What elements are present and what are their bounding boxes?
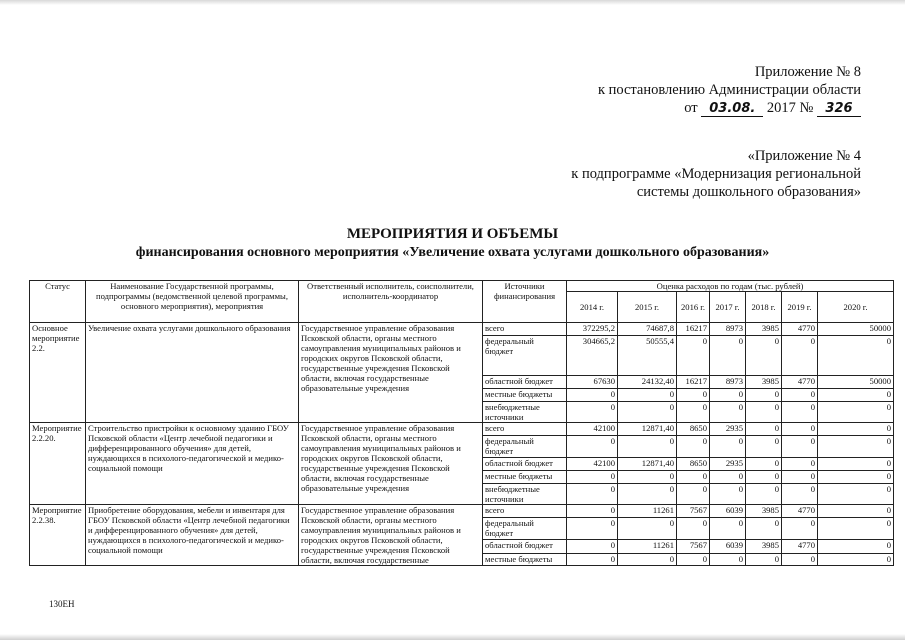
header-name: Наименование Государственной программы, подпрограммы (ведомственной целевой программы, основного мероприятия), мероприятия: [86, 281, 299, 323]
cell-value: 0: [618, 471, 677, 484]
cell-value: 0: [710, 471, 746, 484]
cell-value: 0: [710, 436, 746, 458]
cell-value: 0: [567, 471, 618, 484]
cell-source: федеральный бюджет: [483, 436, 567, 458]
cell-value: 0: [618, 484, 677, 505]
appendix-title: Приложение № 8: [754, 64, 861, 80]
cell-value: 2935: [710, 423, 746, 436]
header-year: 2014 г.: [567, 292, 618, 323]
cell-value: 8973: [710, 376, 746, 389]
cell-value: 0: [818, 518, 894, 540]
cell-value: 3985: [746, 323, 782, 336]
table-row: [30, 323, 894, 336]
cell-value: 16217: [677, 376, 710, 389]
cell-value: 11261: [618, 505, 677, 518]
cell-value: 0: [782, 484, 818, 505]
cell-source: внебюджетные источники: [483, 402, 567, 423]
cell-value: 4770: [782, 323, 818, 336]
cell-source: местные бюджеты: [483, 389, 567, 402]
appendix2-title: «Приложение № 4: [747, 148, 861, 164]
cell-value: 0: [567, 553, 618, 565]
header-year: 2018 г.: [746, 292, 782, 323]
cell-value: 50000: [818, 376, 894, 389]
cell-value: 0: [782, 402, 818, 423]
cell-value: 4770: [782, 505, 818, 518]
cell-value: 74687,8: [618, 323, 677, 336]
cell-value: 0: [746, 484, 782, 505]
cell-executor: Государственное управление образования Псковской области, органы местного самоуправления муниципальных районов и городских округов Псковской области, государственные учреждения Псковской области, включая государственные: [299, 505, 483, 566]
cell-value: 0: [567, 436, 618, 458]
cell-value: 0: [567, 484, 618, 505]
footer-code: 130ЕН: [49, 599, 75, 609]
cell-value: 0: [818, 484, 894, 505]
cell-value: 0: [746, 471, 782, 484]
cell-value: 0: [818, 553, 894, 565]
cell-value: 0: [746, 336, 782, 376]
cell-value: 0: [818, 436, 894, 458]
cell-value: 0: [782, 436, 818, 458]
year-number-label: 2017 №: [766, 100, 814, 116]
header-year: 2020 г.: [818, 292, 894, 323]
cell-value: 0: [710, 336, 746, 376]
header-estimate: Оценка расходов по годам (тыс. рублей): [567, 281, 894, 292]
cell-value: 0: [567, 389, 618, 402]
cell-value: 0: [782, 518, 818, 540]
document-title: МЕРОПРИЯТИЯ И ОБЪЕМЫ: [346, 226, 559, 242]
cell-source: местные бюджеты: [483, 471, 567, 484]
cell-value: 3985: [746, 540, 782, 553]
appendix-resolution: к постановлению Администрации области: [597, 82, 861, 98]
cell-value: 3985: [746, 376, 782, 389]
financing-table: [29, 280, 894, 566]
cell-source: областной бюджет: [483, 376, 567, 389]
cell-executor: Государственное управление образования Псковской области, органы местного самоуправления муниципальных районов и городских округов Псковской области, государственные учреждения Псковской области, включая государственные образовательные учреждения: [299, 423, 483, 505]
cell-value: 0: [746, 423, 782, 436]
cell-value: 67630: [567, 376, 618, 389]
cell-status: Мероприятие 2.2.20.: [30, 423, 86, 505]
cell-value: 0: [746, 389, 782, 402]
cell-value: 0: [746, 436, 782, 458]
cell-value: 50555,4: [618, 336, 677, 376]
cell-status: Основное мероприятие 2.2.: [30, 323, 86, 423]
cell-source: внебюджетные источники: [483, 484, 567, 505]
cell-value: 0: [677, 553, 710, 565]
header-year: 2019 г.: [782, 292, 818, 323]
cell-source: всего: [483, 423, 567, 436]
cell-value: 0: [677, 402, 710, 423]
cell-value: 6039: [710, 540, 746, 553]
cell-value: 0: [782, 389, 818, 402]
cell-value: 2935: [710, 458, 746, 471]
cell-value: 50000: [818, 323, 894, 336]
date-prefix: от: [684, 100, 698, 116]
cell-value: 0: [710, 553, 746, 565]
cell-value: 0: [618, 402, 677, 423]
cell-value: 0: [746, 518, 782, 540]
cell-source: федеральный бюджет: [483, 518, 567, 540]
cell-value: 0: [746, 458, 782, 471]
cell-source: областной бюджет: [483, 540, 567, 553]
cell-source: всего: [483, 505, 567, 518]
cell-value: 0: [677, 484, 710, 505]
cell-value: 0: [782, 458, 818, 471]
cell-value: 0: [818, 505, 894, 518]
cell-name: Приобретение оборудования, мебели и инвентаря для ГБОУ Псковской области «Центр лечебной педагогики и дифференцированного обучения» для детей, нуждающихся в психолого-педагогической и медико-социальной помощи: [86, 505, 299, 566]
cell-value: 0: [782, 553, 818, 565]
cell-value: 0: [677, 336, 710, 376]
cell-value: 16217: [677, 323, 710, 336]
cell-value: 372295,2: [567, 323, 618, 336]
header-year: 2015 г.: [618, 292, 677, 323]
table-row: [30, 423, 894, 436]
header-status: Статус: [30, 281, 86, 323]
cell-value: 0: [677, 389, 710, 402]
cell-value: 0: [677, 436, 710, 458]
cell-value: 0: [746, 553, 782, 565]
cell-value: 0: [818, 458, 894, 471]
cell-source: всего: [483, 323, 567, 336]
cell-value: 0: [567, 402, 618, 423]
cell-value: 4770: [782, 376, 818, 389]
appendix2-line3: системы дошкольного образования»: [636, 184, 861, 200]
cell-value: 0: [818, 402, 894, 423]
cell-value: 0: [710, 389, 746, 402]
table-row: [30, 505, 894, 518]
scan-edge-bottom: [0, 634, 905, 640]
cell-source: федеральный бюджет: [483, 336, 567, 376]
header-year: 2017 г.: [710, 292, 746, 323]
appendix-header: [561, 63, 861, 117]
cell-value: 0: [818, 540, 894, 553]
cell-value: 8650: [677, 458, 710, 471]
cell-value: 0: [818, 336, 894, 376]
cell-source: местные бюджеты: [483, 553, 567, 565]
cell-value: 11261: [618, 540, 677, 553]
header-year: 2016 г.: [677, 292, 710, 323]
cell-value: 42100: [567, 423, 618, 436]
cell-value: 0: [782, 336, 818, 376]
cell-value: 8650: [677, 423, 710, 436]
appendix2-line2: к подпрограмме «Модернизация региональной: [571, 166, 861, 182]
cell-value: 3985: [746, 505, 782, 518]
cell-value: 4770: [782, 540, 818, 553]
cell-value: 0: [677, 518, 710, 540]
cell-value: 0: [567, 505, 618, 518]
cell-value: 0: [782, 423, 818, 436]
handwritten-date: 03.08.: [701, 101, 763, 117]
appendix-subprogram: [531, 147, 861, 201]
document-subtitle: финансирования основного мероприятия «Увеличение охвата услугами дошкольного образования»: [135, 245, 770, 260]
handwritten-number: 326: [817, 101, 861, 117]
cell-value: 0: [782, 471, 818, 484]
cell-source: областной бюджет: [483, 458, 567, 471]
cell-value: 42100: [567, 458, 618, 471]
cell-status: Мероприятие 2.2.38.: [30, 505, 86, 566]
cell-value: 24132,40: [618, 376, 677, 389]
cell-value: 0: [818, 471, 894, 484]
cell-value: 304665,2: [567, 336, 618, 376]
cell-value: 0: [746, 402, 782, 423]
cell-value: 0: [677, 471, 710, 484]
cell-value: 0: [818, 423, 894, 436]
cell-value: 0: [818, 389, 894, 402]
cell-value: 0: [618, 436, 677, 458]
cell-value: 7567: [677, 540, 710, 553]
cell-executor: Государственное управление образования Псковской области, органы местного самоуправления муниципальных районов и городских округов Псковской области, государственные учреждения Псковской области, включая государственные образовательные учреждения: [299, 323, 483, 423]
cell-value: 12871,40: [618, 458, 677, 471]
cell-value: 0: [567, 518, 618, 540]
appendix-date-line: [561, 99, 861, 117]
cell-value: 0: [618, 518, 677, 540]
header-executor: Ответственный исполнитель, соисполнители, исполнитель-координатор: [299, 281, 483, 323]
cell-name: Строительство пристройки к основному зданию ГБОУ Псковской области «Центр лечебной педагогики и дифференцированного обучения» для детей, нуждающихся в психолого-педагогической и медико-социальной помощи: [86, 423, 299, 505]
cell-value: 7567: [677, 505, 710, 518]
cell-value: 0: [710, 402, 746, 423]
header-sources: Источники финансирования: [483, 281, 567, 323]
cell-value: 0: [710, 484, 746, 505]
cell-name: Увеличение охвата услугами дошкольного образования: [86, 323, 299, 423]
cell-value: 0: [567, 540, 618, 553]
cell-value: 6039: [710, 505, 746, 518]
cell-value: 0: [618, 389, 677, 402]
cell-value: 0: [618, 553, 677, 565]
cell-value: 0: [710, 518, 746, 540]
cell-value: 8973: [710, 323, 746, 336]
cell-value: 12871,40: [618, 423, 677, 436]
scan-edge-top: [0, 0, 905, 5]
